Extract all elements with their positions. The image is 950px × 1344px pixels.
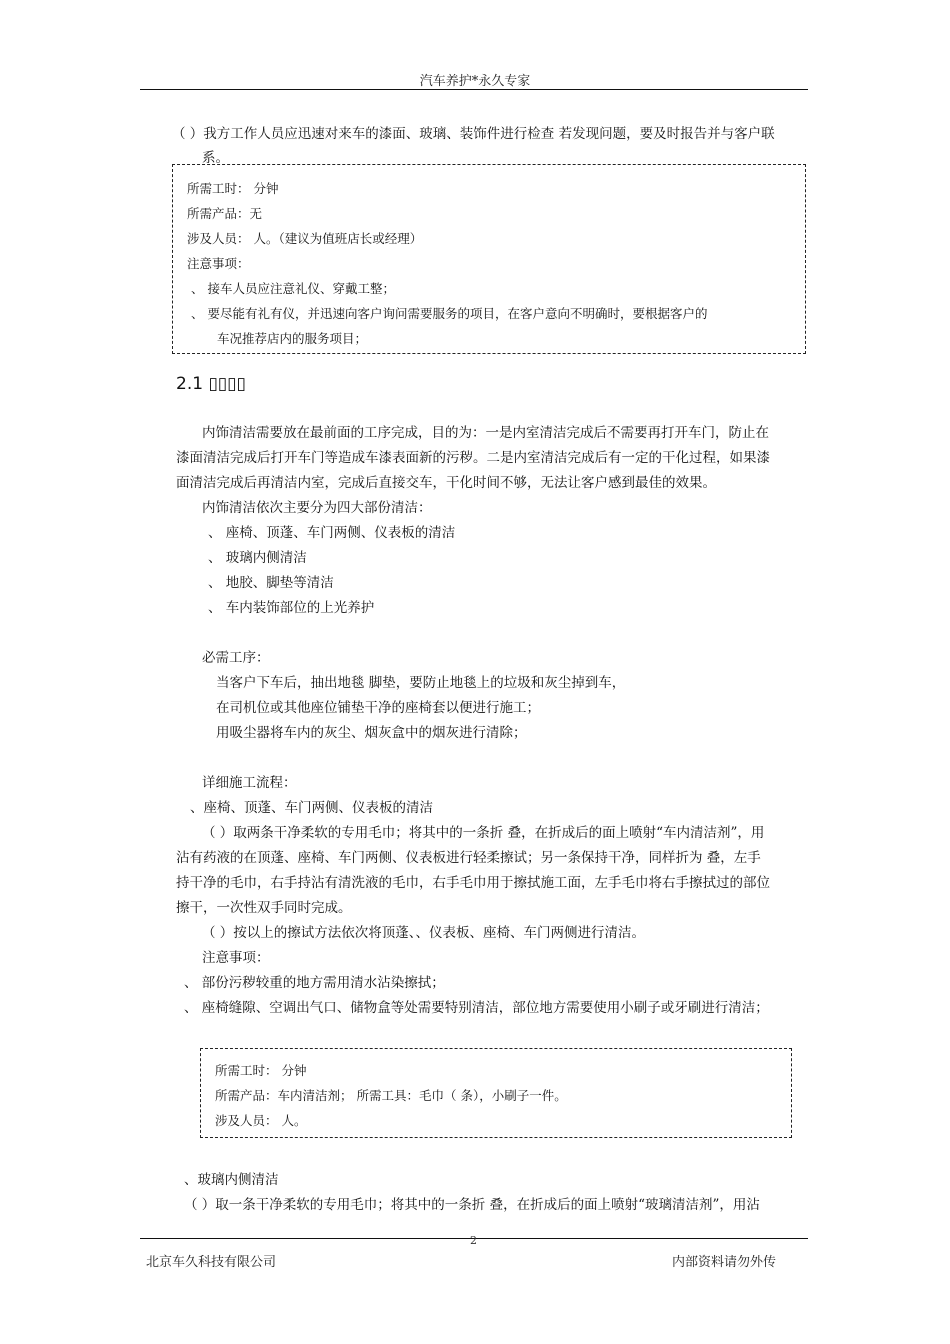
footer-confidential-notice: 内部资料请勿外传 <box>672 1255 777 1270</box>
inspection-note-line2: 系。 <box>202 150 229 166</box>
list-item: 、 车内装饰部位的上光养护 <box>208 600 375 616</box>
intro-paragraph-line1: 内饰清洁需要放在最前面的工序完成，目的为：一是内室清洁完成后不需要再打开车门，防止在 <box>202 425 769 441</box>
interior-cleaning-requirements-box <box>200 1048 792 1138</box>
workflow-paragraph-line1: （ ）取两条干净柔软的专用毛巾；将其中的一条折 叠，在折成后的面上喷射“车内清洁剂”，用 <box>202 825 765 841</box>
box1-work-time: 所需工时： 分钟 <box>187 181 279 196</box>
box1-notes-title: 注意事项： <box>187 256 250 271</box>
glass-cleaning-line1: （ ）取一条干净柔软的专用毛巾；将其中的一条折 叠，在折成后的面上喷射“玻璃清洁剂”，用沾 <box>184 1197 760 1213</box>
intro-categories-lead: 内饰清洁依次主要分为四大部份清洁： <box>202 500 432 516</box>
glass-cleaning-subheading: 、玻璃内侧清洁 <box>184 1172 279 1188</box>
workflow-note-2: 、 座椅缝隙、空调出气口、储物盒等处需要特别清洁，部位地方需要使用小刷子或牙刷进行清洁； <box>184 1000 769 1016</box>
footer-company: 北京车久科技有限公司 <box>146 1255 277 1270</box>
workflow-subheading: 、座椅、顶蓬、车门两侧、仪表板的清洁 <box>190 800 433 816</box>
box1-note-1: 、 接车人员应注意礼仪、穿戴工整； <box>191 281 395 296</box>
inspection-note-line1: （ ）我方工作人员应迅速对来车的漆面、玻璃、装饰件进行检查 若发现问题，要及时报告并与客户联 <box>172 126 775 142</box>
workflow-note-1: 、 部份污秽较重的地方需用清水沾染擦拭； <box>184 975 445 991</box>
intro-paragraph-line2: 漆面清洁完成后打开车门等造成车漆表面新的污秽。二是内室清洁完成后有一定的干化过程，如果漆 <box>176 450 770 466</box>
required-step: 用吸尘器将车内的灰尘、烟灰盒中的烟灰进行清除； <box>216 725 527 741</box>
box1-note-2-line1: 、 要尽能有礼有仪，并迅速向客户询问需要服务的项目，在客户意向不明确时，要根据客户的 <box>191 306 708 321</box>
header-rule <box>140 89 808 90</box>
box1-product: 所需产品：无 <box>187 206 263 221</box>
workflow-notes-title: 注意事项： <box>202 950 270 966</box>
box1-personnel: 涉及人员： 人。（建议为值班店长或经理） <box>187 231 423 246</box>
list-item: 、 玻璃内侧清洁 <box>208 550 307 566</box>
intro-paragraph-line3: 面清洁完成后再清洁内室，完成后直接交车，干化时间不够，无法让客户感到最佳的效果。 <box>176 475 716 491</box>
workflow-paragraph-line2: 沾有药液的在顶蓬、座椅、车门两侧、仪表板进行轻柔擦试；另一条保持干净，同样折为 叠，左手 <box>176 850 761 866</box>
list-item: 、 座椅、顶蓬、车门两侧、仪表板的清洁 <box>208 525 456 541</box>
detailed-workflow-title: 详细施工流程： <box>202 775 297 791</box>
page-header-title: 汽车养护*永久专家 <box>419 74 531 89</box>
required-procedures-title: 必需工序： <box>202 650 270 666</box>
workflow-paragraph-line3: 持干净的毛巾，右手持沾有清洗液的毛巾，右手毛巾用于擦拭施工面，左手毛巾将右手擦拭过的部位 <box>176 875 770 891</box>
box2-personnel: 涉及人员： 人。 <box>215 1113 307 1128</box>
box2-product-tools: 所需产品：车内清洁剂； 所需工具：毛巾（ 条），小刷子一件。 <box>215 1088 567 1103</box>
list-item: 、 地胶、脚垫等清洁 <box>208 575 334 591</box>
workflow-paragraph-line4: 擦干，一次性双手同时完成。 <box>176 900 352 916</box>
box2-work-time: 所需工时： 分钟 <box>215 1063 307 1078</box>
page-number: 2 <box>470 1234 477 1247</box>
box1-note-2-line2: 车况推荐店内的服务项目； <box>217 331 368 346</box>
required-step: 当客户下车后，抽出地毯 脚垫，要防止地毯上的垃圾和灰尘掉到车， <box>216 675 626 691</box>
reception-requirements-box <box>172 164 806 354</box>
required-step: 在司机位或其他座位铺垫干净的座椅套以便进行施工； <box>216 700 540 716</box>
workflow-paragraph-2: （ ）按以上的擦试方法依次将顶蓬、、仪表板、座椅、车门两侧进行清洁。 <box>202 925 646 941</box>
section-heading: 2.1 ▯▯▯▯ <box>176 374 246 394</box>
